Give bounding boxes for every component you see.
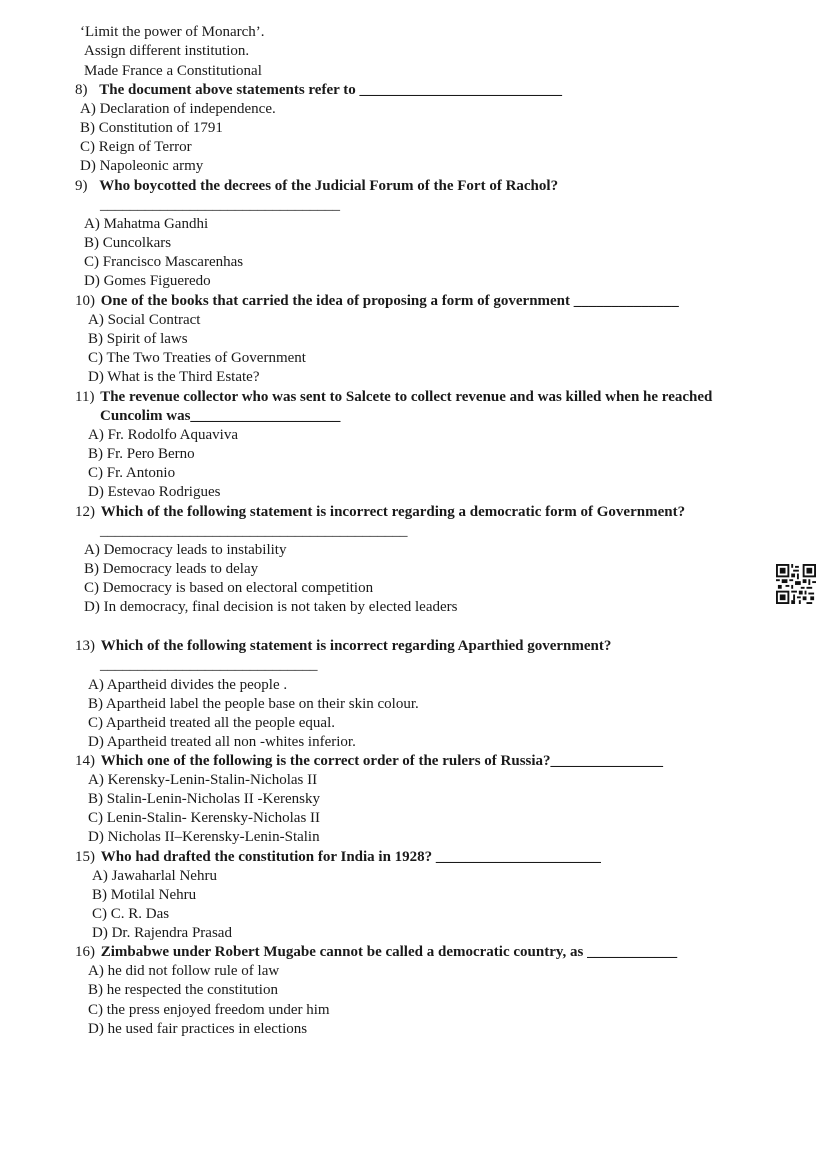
question-16-option-c: C) the press enjoyed freedom under him [88, 1002, 330, 1018]
question-13 [75, 637, 611, 656]
question-10-option-c: C) The Two Treaties of Government [88, 350, 306, 366]
question-14-number: 14) [75, 753, 95, 769]
question-13-text: Which of the following statement is incorrect regarding Aparthied government? [100, 638, 612, 654]
question-10-option-a: A) Social Contract [88, 312, 201, 328]
question-15-number: 15) [75, 849, 95, 865]
intro-line-3: Made France a Constitutional [84, 63, 262, 79]
question-9-blank: ________________________________ [100, 197, 340, 213]
question-16-option-a: A) he did not follow rule of law [88, 963, 280, 979]
question-16-number: 16) [75, 944, 95, 960]
question-12-option-d: D) In democracy, final decision is not taken by elected leaders [84, 599, 458, 615]
question-8-number: 8) [75, 82, 88, 98]
question-10-option-d: D) What is the Third Estate? [88, 369, 260, 385]
question-15-option-c: C) C. R. Das [92, 906, 170, 922]
question-11-text-continued: Cuncolim was____________________ [100, 408, 341, 424]
question-12-number: 12) [75, 504, 95, 520]
question-14-option-c: C) Lenin-Stalin- Kerensky-Nicholas II [88, 810, 321, 826]
question-14-text: Which one of the following is the correct order of the rulers of Russia?_______________ [100, 753, 664, 769]
question-12-option-c: C) Democracy is based on electoral competition [84, 580, 374, 596]
question-14-option-a: A) Kerensky-Lenin-Stalin-Nicholas II [88, 772, 318, 788]
intro-line-2: Assign different institution. [84, 43, 250, 59]
question-10-number: 10) [75, 293, 95, 309]
question-8-option-d: D) Napoleonic army [80, 158, 204, 174]
intro-line-1: ‘Limit the power of Monarch’. [80, 24, 265, 40]
question-8-option-c: C) Reign of Terror [80, 139, 192, 155]
question-12-blank: _________________________________________ [100, 523, 408, 539]
question-11-option-c: C) Fr. Antonio [88, 465, 176, 481]
question-10 [75, 292, 679, 311]
question-11 [75, 388, 712, 407]
question-12-text: Which of the following statement is incorrect regarding a democratic form of Government? [100, 504, 686, 520]
question-9-option-c: C) Francisco Mascarenhas [84, 254, 244, 270]
question-8-option-b: B) Constitution of 1791 [80, 120, 223, 136]
question-12-option-a: A) Democracy leads to instability [84, 542, 287, 558]
question-12-option-b: B) Democracy leads to delay [84, 561, 259, 577]
question-15-text: Who had drafted the constitution for India in 1928? ______________________ [100, 849, 601, 865]
question-13-option-d: D) Apartheid treated all non -whites inferior. [88, 734, 356, 750]
question-15 [75, 848, 601, 867]
question-11-option-a: A) Fr. Rodolfo Aquaviva [88, 427, 238, 443]
question-16-text: Zimbabwe under Robert Mugabe cannot be called a democratic country, as ____________ [100, 944, 678, 960]
question-8-text: The document above statements refer to ___________________________ [99, 82, 562, 98]
question-9-option-a: A) Mahatma Gandhi [84, 216, 209, 232]
question-13-option-a: A) Apartheid divides the people . [88, 677, 288, 693]
question-13-blank: _____________________________ [100, 657, 318, 673]
question-15-option-d: D) Dr. Rajendra Prasad [92, 925, 232, 941]
question-9-option-b: B) Cuncolkars [84, 235, 172, 251]
question-13-option-c: C) Apartheid treated all the people equal. [88, 715, 335, 731]
question-9-option-d: D) Gomes Figueredo [84, 273, 211, 289]
question-8-option-a: A) Declaration of independence. [80, 101, 276, 117]
question-14-option-b: B) Stalin-Lenin-Nicholas II -Kerensky [88, 791, 321, 807]
question-16-option-b: B) he respected the constitution [88, 982, 278, 998]
question-10-option-b: B) Spirit of laws [88, 331, 188, 347]
question-10-text: One of the books that carried the idea of proposing a form of government ______________ [100, 293, 679, 309]
question-12 [75, 503, 685, 522]
question-15-option-b: B) Motilal Nehru [92, 887, 197, 903]
question-16 [75, 943, 677, 962]
question-16-option-d: D) he used fair practices in elections [88, 1021, 308, 1037]
qr-code-icon [776, 564, 816, 604]
question-13-option-b: B) Apartheid label the people base on their skin colour. [88, 696, 419, 712]
question-11-option-d: D) Estevao Rodrigues [88, 484, 221, 500]
question-8 [75, 81, 562, 100]
question-11-text: The revenue collector who was sent to Salcete to collect revenue and was killed when he reached [100, 389, 713, 405]
question-15-option-a: A) Jawaharlal Nehru [92, 868, 217, 884]
question-11-number: 11) [75, 389, 95, 405]
question-9-text: Who boycotted the decrees of the Judicial Forum of the Fort of Rachol? [99, 178, 559, 194]
question-9 [75, 177, 558, 196]
question-9-number: 9) [75, 178, 88, 194]
question-14-option-d: D) Nicholas II–Kerensky-Lenin-Stalin [88, 829, 320, 845]
question-13-number: 13) [75, 638, 95, 654]
question-14 [75, 752, 663, 771]
question-11-option-b: B) Fr. Pero Berno [88, 446, 195, 462]
